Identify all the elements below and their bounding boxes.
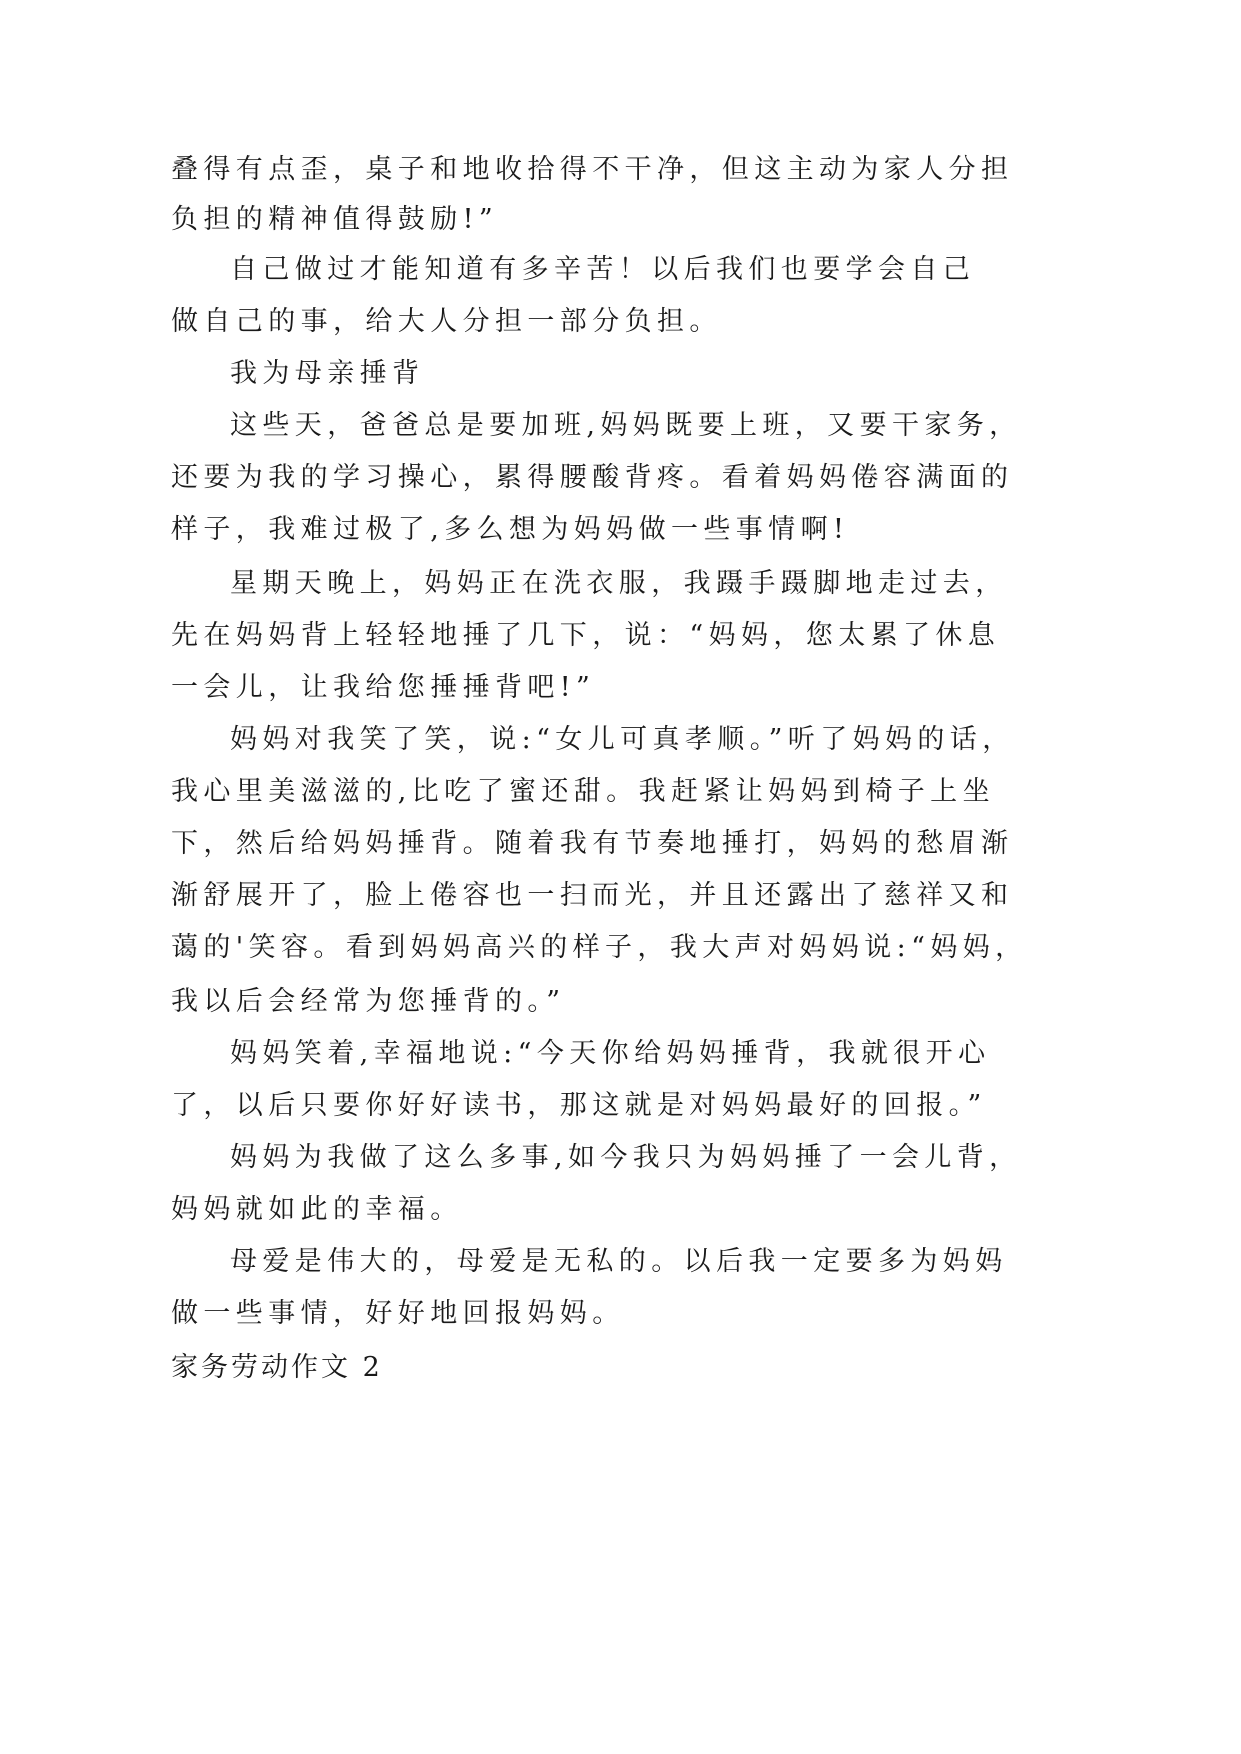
text-line: 渐舒展开了，脸上倦容也一扫而光，并且还露出了慈祥又和: [171, 880, 1014, 911]
text-line: 样子，我难过极了,多么想为妈妈做一些事情啊!: [171, 514, 850, 545]
text-line: 母爱是伟大的，母爱是无私的。以后我一定要多为妈妈: [230, 1246, 1008, 1277]
text-line: 还要为我的学习操心，累得腰酸背疼。看着妈妈倦容满面的: [171, 462, 1014, 493]
text-line: 这些天，爸爸总是要加班,妈妈既要上班，又要干家务，: [230, 410, 1022, 441]
text-line: 蔼的'笑容。看到妈妈高兴的样子，我大声对妈妈说:“妈妈，: [171, 932, 1028, 963]
text-line: 妈妈为我做了这么多事,如今我只为妈妈捶了一会儿背，: [230, 1142, 1022, 1173]
text-line: 了，以后只要你好好读书，那这就是对妈妈最好的回报。”: [171, 1090, 987, 1121]
text-line: 星期天晚上，妈妈正在洗衣服，我蹑手蹑脚地走过去，: [230, 568, 1008, 599]
text-line: 自己做过才能知道有多辛苦！以后我们也要学会自己: [230, 254, 976, 285]
text-line: 做自己的事，给大人分担一部分负担。: [171, 306, 722, 337]
text-line: 妈妈笑着,幸福地说:“今天你给妈妈捶背，我就很开心: [230, 1038, 991, 1069]
text-line: 下，然后给妈妈捶背。随着我有节奏地捶打，妈妈的愁眉渐: [171, 828, 1014, 859]
text-line: 我以后会经常为您捶背的。”: [171, 986, 566, 1017]
section-title: 我为母亲捶背: [230, 358, 425, 389]
text-line: 妈妈对我笑了笑，说:“女儿可真孝顺。”听了妈妈的话，: [230, 724, 1015, 755]
text-line: 叠得有点歪，桌子和地收拾得不干净，但这主动为家人分担: [171, 154, 1014, 185]
essay-heading: 家务劳动作文 2: [171, 1352, 383, 1383]
text-line: 做一些事情，好好地回报妈妈。: [171, 1298, 625, 1329]
text-line: 先在妈妈背上轻轻地捶了几下，说：“妈妈，您太累了休息: [171, 620, 1001, 651]
text-line: 我心里美滋滋的,比吃了蜜还甜。我赶紧让妈妈到椅子上坐: [171, 776, 995, 807]
text-line: 负担的精神值得鼓励!”: [171, 204, 499, 235]
text-line: 妈妈就如此的幸福。: [171, 1194, 463, 1225]
text-line: 一会儿，让我给您捶捶背吧!”: [171, 672, 596, 703]
